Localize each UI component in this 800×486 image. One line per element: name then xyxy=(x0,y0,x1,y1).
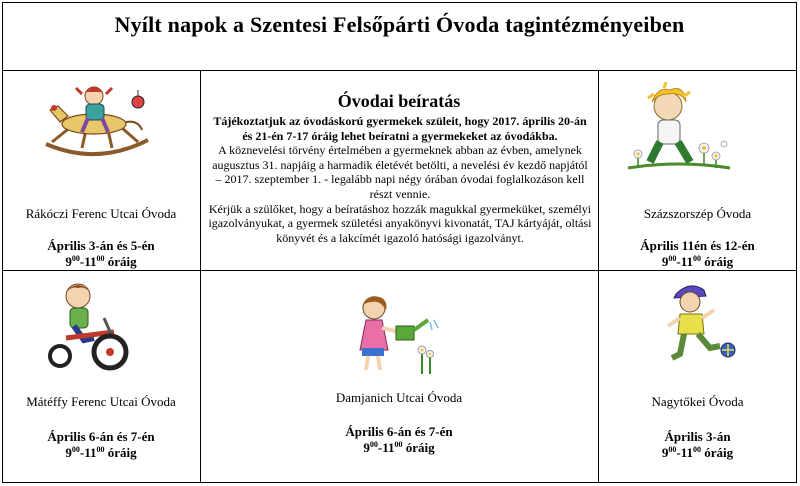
enrollment-text xyxy=(208,114,592,245)
enrollment-paragraph: A köznevelési törvény értelmében a gyermeknek abban az évben, amelynek augusztus 31. napjáig a harmadik életévét betölti, a nevelési év kezdő napjától – 2017. szeptember 1. - legalább napi négy órában óvodai foglalkozáson kell részt vennie. xyxy=(212,143,588,201)
kindergarten-name: Százszorszép Óvoda xyxy=(643,206,752,221)
cell-nagytokei xyxy=(598,270,797,483)
enrollment-paragraph: Tájékoztatjuk az óvodáskorú gyermekek szüleit, hogy 2017. április 20-án és 21-én 7-17 óráig lehet beíratni a gyermekeket az óvodákba. xyxy=(213,114,587,143)
kindergarten-name: Rákóczi Ferenc Utcai Óvoda xyxy=(25,206,177,221)
open-day-time: $9^{00}-11^{00}$ óráig xyxy=(363,440,435,455)
enrollment-paragraph: Kérjük a szülőket, hogy a beíratáshoz hozzák magukkal gyermeküket, személyi igazolványukat, a gyermek születési anyakönyvi kivonatát, TAJ kártyáját, oltási könyvét és a lakcímét igazoló hatósági igazolványt. xyxy=(208,201,592,245)
cell-damjanich xyxy=(200,270,598,483)
open-day-date: Április 3-án és 5-én xyxy=(47,238,155,253)
kindergarten-name: Nagytőkei Óvoda xyxy=(651,394,744,409)
open-day-date: Április 6-án és 7-én xyxy=(345,424,453,439)
open-day-date: Április 11én és 12-én xyxy=(640,238,755,253)
cell-mateffy xyxy=(2,270,200,483)
open-day-time: $9^{00}-11^{00}$ óráig xyxy=(65,445,137,460)
open-day-date: Április 6-án és 7-én xyxy=(47,429,155,444)
open-day-time: $9^{00}-11^{00}$ óráig xyxy=(65,254,137,269)
kindergarten-name: Damjanich Utcai Óvoda xyxy=(335,390,463,405)
open-day-date: Április 3-án xyxy=(664,429,731,444)
open-day-time: $9^{00}-11^{00}$ óráig xyxy=(661,254,734,269)
cell-rakoczi xyxy=(2,70,200,270)
kindergarten-name: Mátéffy Ferenc Utcai Óvoda xyxy=(26,394,176,409)
cell-szazszorszep xyxy=(598,70,797,270)
open-day-time: $9^{00}-11^{00}$ óráig xyxy=(661,445,734,460)
enrollment-heading: Óvodai beíratás xyxy=(337,91,461,111)
page-title: Nyílt napok a Szentesi Felsőpárti Óvoda tagintézményeiben xyxy=(114,12,685,37)
